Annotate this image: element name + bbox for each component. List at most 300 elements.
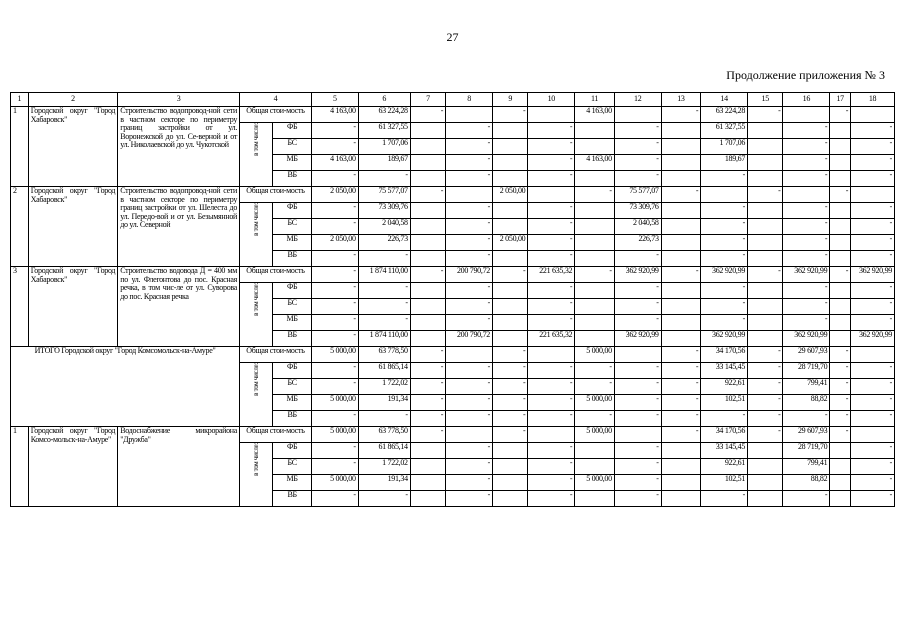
value-cell: - (701, 171, 748, 187)
value-cell: - (528, 443, 575, 459)
value-cell: - (446, 363, 493, 379)
value-cell: - (851, 299, 895, 315)
value-cell (528, 347, 575, 363)
value-cell (661, 219, 701, 235)
value-cell: - (311, 251, 358, 267)
value-cell (446, 107, 493, 123)
value-cell (493, 139, 528, 155)
value-cell: - (493, 363, 528, 379)
value-cell: - (446, 491, 493, 507)
value-cell: - (748, 107, 783, 123)
column-header: 13 (661, 93, 701, 107)
value-cell: 1 874 110,00 (358, 267, 410, 283)
value-cell: - (446, 235, 493, 251)
value-cell (493, 171, 528, 187)
value-cell (446, 347, 493, 363)
value-cell: - (748, 411, 783, 427)
table-row (11, 267, 895, 283)
value-cell: 102,51 (701, 395, 748, 411)
value-cell: 73 309,76 (614, 203, 661, 219)
value-cell (830, 235, 851, 251)
including-label (240, 203, 273, 267)
value-cell (748, 155, 783, 171)
value-cell: - (528, 315, 575, 331)
value-cell: - (614, 395, 661, 411)
value-cell: 1 722,02 (358, 459, 410, 475)
value-cell (830, 171, 851, 187)
value-cell: - (528, 203, 575, 219)
value-cell (661, 331, 701, 347)
budget-source-label: ФБ (273, 283, 312, 299)
value-cell: - (851, 283, 895, 299)
budget-source-label: БС (273, 459, 312, 475)
value-cell (575, 491, 615, 507)
value-cell (493, 475, 528, 491)
value-cell (528, 427, 575, 443)
value-cell: 61 865,14 (358, 363, 410, 379)
value-cell (661, 491, 701, 507)
value-cell (661, 443, 701, 459)
value-cell (830, 139, 851, 155)
value-cell: - (528, 155, 575, 171)
value-cell: - (851, 491, 895, 507)
value-cell (575, 459, 615, 475)
value-cell: 4 163,00 (575, 155, 615, 171)
value-cell (575, 171, 615, 187)
value-cell: - (661, 187, 701, 203)
value-cell: - (748, 267, 783, 283)
budget-source-label: БС (273, 379, 312, 395)
row-number: 3 (11, 267, 29, 347)
value-cell: - (446, 219, 493, 235)
value-cell (614, 427, 661, 443)
value-cell (748, 331, 783, 347)
value-cell: - (851, 123, 895, 139)
value-cell: - (851, 139, 895, 155)
financing-table (10, 92, 895, 507)
value-cell (614, 347, 661, 363)
value-cell: - (830, 363, 851, 379)
value-cell: - (851, 171, 895, 187)
value-cell: 34 170,56 (701, 427, 748, 443)
value-cell: - (528, 283, 575, 299)
value-cell (830, 219, 851, 235)
value-cell (493, 331, 528, 347)
value-cell (410, 219, 445, 235)
column-header: 9 (493, 93, 528, 107)
value-cell: - (358, 491, 410, 507)
including-text: в том числе: (251, 363, 260, 396)
value-cell: 4 163,00 (575, 107, 615, 123)
value-cell: - (851, 219, 895, 235)
budget-source-label: МБ (273, 315, 312, 331)
value-cell (410, 331, 445, 347)
value-cell: - (701, 411, 748, 427)
value-cell: - (661, 347, 701, 363)
value-cell: - (748, 427, 783, 443)
budget-source-label: МБ (273, 235, 312, 251)
district-name: Городской округ "Город Комсо-мольск-на-Амуре" (28, 427, 118, 507)
value-cell (748, 491, 783, 507)
value-cell (410, 251, 445, 267)
value-cell: - (528, 475, 575, 491)
including-text: в том числе: (251, 443, 260, 476)
including-label (240, 123, 273, 187)
value-cell: 5 000,00 (311, 427, 358, 443)
value-cell: 33 145,45 (701, 363, 748, 379)
value-cell: 63 224,28 (358, 107, 410, 123)
column-header: 6 (358, 93, 410, 107)
value-cell: - (783, 235, 830, 251)
value-cell: - (446, 123, 493, 139)
value-cell: - (493, 107, 528, 123)
value-cell: 221 635,32 (528, 267, 575, 283)
column-header: 2 (28, 93, 118, 107)
value-cell: 1 722,02 (358, 379, 410, 395)
column-header: 7 (410, 93, 445, 107)
value-cell (446, 427, 493, 443)
value-cell (575, 123, 615, 139)
value-cell: - (661, 427, 701, 443)
value-cell: - (701, 491, 748, 507)
value-cell (830, 331, 851, 347)
value-cell: - (701, 219, 748, 235)
value-cell: - (851, 235, 895, 251)
value-cell: - (528, 219, 575, 235)
value-cell (575, 315, 615, 331)
value-cell: 63 224,28 (701, 107, 748, 123)
value-cell: - (311, 139, 358, 155)
value-cell: - (783, 139, 830, 155)
value-cell: 200 790,72 (446, 267, 493, 283)
value-cell (661, 123, 701, 139)
table-row (11, 187, 895, 203)
value-cell (830, 459, 851, 475)
value-cell (410, 475, 445, 491)
value-cell: 362 920,99 (783, 331, 830, 347)
value-cell (493, 299, 528, 315)
column-header: 8 (446, 93, 493, 107)
value-cell: 221 635,32 (528, 331, 575, 347)
value-cell: - (783, 203, 830, 219)
value-cell: - (311, 267, 358, 283)
total-cost-label: Общая стои-мость (240, 107, 312, 123)
table-row (11, 427, 895, 443)
value-cell (748, 203, 783, 219)
value-cell: 4 163,00 (311, 155, 358, 171)
total-cost-label: Общая стои-мость (240, 347, 312, 363)
column-header: 4 (240, 93, 312, 107)
value-cell: - (830, 267, 851, 283)
value-cell: 5 000,00 (311, 395, 358, 411)
value-cell: - (851, 203, 895, 219)
value-cell: - (528, 251, 575, 267)
value-cell (783, 107, 830, 123)
value-cell (748, 299, 783, 315)
value-cell: - (311, 315, 358, 331)
value-cell: - (493, 427, 528, 443)
value-cell (748, 171, 783, 187)
including-text: в том числе: (251, 203, 260, 236)
value-cell: - (446, 443, 493, 459)
value-cell: - (748, 395, 783, 411)
project-description: Строительство водопровод-ной сети в частном секторе по периметру границ застройки от ул. Шелеста до ул. Передо-вой и от ул. Безымянной до ул. Северной (118, 187, 240, 267)
value-cell: - (358, 315, 410, 331)
including-text: в том числе: (251, 283, 260, 316)
value-cell: 61 327,55 (358, 123, 410, 139)
value-cell: - (830, 427, 851, 443)
value-cell (748, 219, 783, 235)
value-cell: - (528, 411, 575, 427)
value-cell: 4 163,00 (311, 107, 358, 123)
column-header: 10 (528, 93, 575, 107)
value-cell (575, 235, 615, 251)
value-cell: 2 050,00 (311, 235, 358, 251)
value-cell: - (410, 411, 445, 427)
total-label: ИТОГО Городской округ "Город Комсомольск-на-Амуре" (11, 347, 240, 427)
value-cell (748, 283, 783, 299)
value-cell (748, 443, 783, 459)
value-cell: - (410, 363, 445, 379)
value-cell: - (311, 283, 358, 299)
value-cell: 28 719,70 (783, 443, 830, 459)
value-cell: - (311, 411, 358, 427)
value-cell: - (783, 283, 830, 299)
value-cell (493, 251, 528, 267)
value-cell: - (851, 155, 895, 171)
value-cell: - (528, 171, 575, 187)
budget-source-label: БС (273, 219, 312, 235)
value-cell (410, 155, 445, 171)
value-cell (851, 347, 895, 363)
value-cell: 34 170,56 (701, 347, 748, 363)
value-cell (748, 459, 783, 475)
column-header-row (11, 93, 895, 107)
value-cell: - (311, 379, 358, 395)
value-cell: - (446, 283, 493, 299)
value-cell (830, 123, 851, 139)
value-cell (410, 203, 445, 219)
value-cell: 29 607,93 (783, 427, 830, 443)
value-cell (528, 107, 575, 123)
value-cell (493, 459, 528, 475)
value-cell (575, 299, 615, 315)
value-cell: - (446, 139, 493, 155)
value-cell: - (575, 411, 615, 427)
budget-source-label: ВБ (273, 411, 312, 427)
value-cell (830, 491, 851, 507)
value-cell (830, 283, 851, 299)
value-cell: 61 865,14 (358, 443, 410, 459)
value-cell (575, 219, 615, 235)
budget-source-label: БС (273, 139, 312, 155)
project-description: Водоснабжение микрорайона "Дружба" (118, 427, 240, 507)
budget-source-label: ВБ (273, 171, 312, 187)
value-cell: 33 145,45 (701, 443, 748, 459)
value-cell: - (446, 203, 493, 219)
value-cell: - (410, 107, 445, 123)
column-header: 14 (701, 93, 748, 107)
value-cell: - (358, 283, 410, 299)
value-cell: - (851, 395, 895, 411)
value-cell: 75 577,07 (614, 187, 661, 203)
including-label (240, 443, 273, 507)
value-cell: 189,67 (701, 155, 748, 171)
value-cell (830, 203, 851, 219)
value-cell (575, 251, 615, 267)
value-cell (661, 155, 701, 171)
including-label (240, 283, 273, 347)
value-cell (410, 123, 445, 139)
value-cell (493, 155, 528, 171)
value-cell: 5 000,00 (575, 347, 615, 363)
value-cell: - (783, 171, 830, 187)
value-cell: - (446, 475, 493, 491)
budget-source-label: МБ (273, 475, 312, 491)
value-cell: 5 000,00 (575, 475, 615, 491)
value-cell: - (311, 123, 358, 139)
column-header: 15 (748, 93, 783, 107)
value-cell: - (410, 379, 445, 395)
value-cell (851, 107, 895, 123)
table-row (11, 107, 895, 123)
value-cell (661, 283, 701, 299)
value-cell: 799,41 (783, 459, 830, 475)
value-cell (410, 491, 445, 507)
value-cell: - (358, 171, 410, 187)
project-description: Строительство водопровод-ной сети в частном секторе по периметру границ застройки от ул. Воронежской до ул. Се-верной и от ул. Николаевской до ул. Чукотской (118, 107, 240, 187)
value-cell: 191,34 (358, 475, 410, 491)
value-cell: - (783, 219, 830, 235)
value-cell (410, 315, 445, 331)
value-cell: - (614, 411, 661, 427)
value-cell (410, 299, 445, 315)
budget-source-label: ФБ (273, 443, 312, 459)
value-cell: - (446, 379, 493, 395)
value-cell: - (851, 363, 895, 379)
value-cell (575, 443, 615, 459)
value-cell: - (575, 267, 615, 283)
value-cell: - (493, 347, 528, 363)
total-cost-label: Общая стои-мость (240, 187, 312, 203)
value-cell (748, 235, 783, 251)
value-cell: - (661, 379, 701, 395)
value-cell (493, 203, 528, 219)
value-cell (661, 315, 701, 331)
value-cell: - (851, 379, 895, 395)
value-cell: - (358, 299, 410, 315)
value-cell: 362 920,99 (614, 331, 661, 347)
value-cell: - (830, 187, 851, 203)
value-cell: - (748, 363, 783, 379)
value-cell: - (830, 107, 851, 123)
value-cell: 189,67 (358, 155, 410, 171)
value-cell (575, 139, 615, 155)
value-cell: - (410, 187, 445, 203)
value-cell: 102,51 (701, 475, 748, 491)
value-cell: 5 000,00 (311, 475, 358, 491)
value-cell: - (614, 491, 661, 507)
value-cell (661, 171, 701, 187)
value-cell (701, 187, 748, 203)
column-header: 16 (783, 93, 830, 107)
value-cell: - (528, 379, 575, 395)
column-header: 12 (614, 93, 661, 107)
value-cell (614, 107, 661, 123)
value-cell: - (493, 267, 528, 283)
value-cell: - (614, 139, 661, 155)
value-cell (410, 459, 445, 475)
value-cell: - (614, 379, 661, 395)
value-cell: 75 577,07 (358, 187, 410, 203)
value-cell: 63 778,50 (358, 427, 410, 443)
column-header: 11 (575, 93, 615, 107)
value-cell: - (701, 251, 748, 267)
value-cell (661, 251, 701, 267)
value-cell (748, 475, 783, 491)
value-cell: 28 719,70 (783, 363, 830, 379)
value-cell (661, 235, 701, 251)
value-cell: 2 040,58 (614, 219, 661, 235)
value-cell (575, 331, 615, 347)
value-cell (748, 123, 783, 139)
budget-source-label: ВБ (273, 251, 312, 267)
budget-source-label: ФБ (273, 363, 312, 379)
value-cell (830, 251, 851, 267)
value-cell: - (446, 315, 493, 331)
value-cell: - (528, 459, 575, 475)
value-cell (410, 171, 445, 187)
row-number: 1 (11, 107, 29, 187)
value-cell: 226,73 (358, 235, 410, 251)
value-cell: 362 920,99 (614, 267, 661, 283)
value-cell: - (851, 251, 895, 267)
value-cell: - (410, 427, 445, 443)
value-cell (528, 187, 575, 203)
value-cell (830, 155, 851, 171)
value-cell: - (851, 411, 895, 427)
value-cell: - (851, 443, 895, 459)
value-cell: - (311, 491, 358, 507)
column-header: 17 (830, 93, 851, 107)
value-cell: - (311, 459, 358, 475)
value-cell: - (311, 363, 358, 379)
value-cell: - (614, 123, 661, 139)
value-cell (493, 283, 528, 299)
value-cell: 88,82 (783, 395, 830, 411)
value-cell: 922,61 (701, 379, 748, 395)
value-cell: - (410, 395, 445, 411)
value-cell: - (493, 411, 528, 427)
project-description: Строительство водовода Д = 400 мм по ул. Флегонтова до пос. Красная речка, в том чис-ле от ул. Суворова до пос. Красная речка (118, 267, 240, 347)
value-cell (851, 427, 895, 443)
value-cell: 362 920,99 (783, 267, 830, 283)
column-header: 18 (851, 93, 895, 107)
value-cell (661, 299, 701, 315)
value-cell: - (614, 251, 661, 267)
value-cell: - (783, 123, 830, 139)
value-cell (493, 443, 528, 459)
value-cell: 88,82 (783, 475, 830, 491)
value-cell: - (701, 315, 748, 331)
value-cell (661, 459, 701, 475)
row-number: 2 (11, 187, 29, 267)
row-number: 1 (11, 427, 29, 507)
value-cell: - (701, 299, 748, 315)
value-cell: - (748, 347, 783, 363)
budget-source-label: ФБ (273, 203, 312, 219)
including-label (240, 363, 273, 427)
